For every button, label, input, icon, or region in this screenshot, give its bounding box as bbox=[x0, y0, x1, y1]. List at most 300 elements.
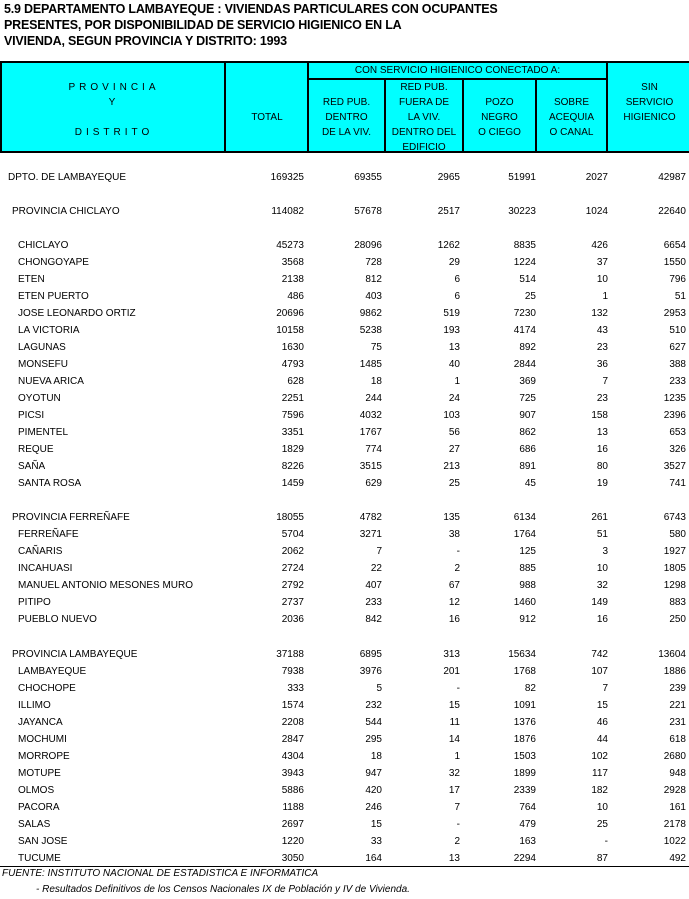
census-note: - Resultados Definitivos de los Censos Nacionales IX de Población y IV de Vivienda. bbox=[36, 884, 410, 895]
district-row bbox=[0, 288, 689, 305]
cell-red-dentro: 33 bbox=[370, 836, 382, 847]
row-label: OLMOS bbox=[18, 785, 55, 796]
cell-sin-servicio: 161 bbox=[669, 802, 686, 813]
cell-pozo: 1376 bbox=[513, 717, 536, 728]
row-label: CHONGOYAPE bbox=[18, 257, 89, 268]
cell-sin-servicio: 627 bbox=[669, 342, 686, 353]
cell-red-dentro: 403 bbox=[365, 291, 382, 302]
row-label: ETEN PUERTO bbox=[18, 291, 89, 302]
cell-acequia: 158 bbox=[591, 410, 608, 421]
cell-sin-servicio: 1235 bbox=[663, 393, 686, 404]
cell-sin-servicio: 741 bbox=[669, 478, 686, 489]
cell-red-fuera: 1 bbox=[454, 751, 460, 762]
cell-pozo: 1091 bbox=[513, 700, 536, 711]
header-red-dentro bbox=[309, 80, 384, 151]
cell-sin-servicio: 326 bbox=[669, 444, 686, 455]
cell-red-fuera: 14 bbox=[448, 734, 460, 745]
district-row bbox=[0, 560, 689, 577]
cell-red-fuera: 135 bbox=[443, 512, 460, 523]
cell-red-dentro: 18 bbox=[370, 376, 382, 387]
row-label: PROVINCIA FERREÑAFE bbox=[12, 512, 130, 523]
cell-red-fuera: 2517 bbox=[437, 206, 460, 217]
cell-sin-servicio: 948 bbox=[669, 768, 686, 779]
cell-pozo: 686 bbox=[519, 444, 536, 455]
cell-red-dentro: 420 bbox=[365, 785, 382, 796]
district-row bbox=[0, 373, 689, 390]
header-region-line-1: PROVINCIA bbox=[68, 82, 160, 93]
header-sin-line-1: SIN bbox=[641, 82, 658, 93]
cell-red-fuera: 12 bbox=[448, 597, 460, 608]
cell-pozo: 163 bbox=[519, 836, 536, 847]
district-row bbox=[0, 543, 689, 560]
district-row bbox=[0, 611, 689, 628]
cell-acequia: 3 bbox=[602, 546, 608, 557]
table-title bbox=[4, 1, 604, 49]
cell-total: 2724 bbox=[281, 563, 304, 574]
cell-total: 2036 bbox=[281, 614, 304, 625]
cell-sin-servicio: 2680 bbox=[663, 751, 686, 762]
cell-red-fuera: - bbox=[456, 819, 460, 830]
cell-total: 2847 bbox=[281, 734, 304, 745]
row-label: SAN JOSE bbox=[18, 836, 68, 847]
row-label: MOTUPE bbox=[18, 768, 61, 779]
province-row bbox=[0, 203, 689, 220]
cell-pozo: 25 bbox=[524, 291, 536, 302]
cell-acequia: 15 bbox=[596, 700, 608, 711]
cell-total: 7596 bbox=[281, 410, 304, 421]
row-label: JOSE LEONARDO ORTIZ bbox=[18, 308, 136, 319]
cell-pozo: 514 bbox=[519, 274, 536, 285]
cell-total: 3943 bbox=[281, 768, 304, 779]
cell-acequia: 117 bbox=[592, 768, 608, 779]
cell-acequia: 1024 bbox=[585, 206, 608, 217]
cell-sin-servicio: 51 bbox=[674, 291, 686, 302]
district-row bbox=[0, 254, 689, 271]
cell-acequia: 46 bbox=[596, 717, 608, 728]
district-row bbox=[0, 339, 689, 356]
cell-pozo: 479 bbox=[519, 819, 536, 830]
header-acequia bbox=[537, 80, 606, 151]
cell-acequia: 10 bbox=[596, 274, 608, 285]
cell-sin-servicio: 388 bbox=[669, 359, 686, 370]
cell-sin-servicio: 618 bbox=[669, 734, 686, 745]
cell-red-fuera: 2 bbox=[454, 836, 460, 847]
cell-red-dentro: 407 bbox=[365, 580, 382, 591]
cell-pozo: 30223 bbox=[508, 206, 536, 217]
cell-pozo: 7230 bbox=[513, 308, 536, 319]
cell-sin-servicio: 1550 bbox=[663, 257, 686, 268]
cell-sin-servicio: 13604 bbox=[658, 649, 686, 660]
cell-total: 1630 bbox=[281, 342, 304, 353]
cell-red-dentro: 28096 bbox=[354, 240, 382, 251]
cell-pozo: 51991 bbox=[508, 172, 536, 183]
table-header bbox=[0, 61, 689, 153]
cell-acequia: 742 bbox=[591, 649, 608, 660]
cell-red-dentro: 3515 bbox=[359, 461, 382, 472]
cell-pozo: 1768 bbox=[513, 666, 536, 677]
cell-red-fuera: 2965 bbox=[437, 172, 460, 183]
district-row bbox=[0, 356, 689, 373]
cell-total: 18055 bbox=[276, 512, 304, 523]
header-red-fuera-line-4: DENTRO DEL bbox=[391, 127, 457, 138]
cell-red-dentro: 75 bbox=[370, 342, 382, 353]
header-acequia-line-1: SOBRE bbox=[553, 97, 589, 108]
cell-pozo: 45 bbox=[524, 478, 536, 489]
district-row bbox=[0, 731, 689, 748]
cell-red-fuera: 67 bbox=[448, 580, 460, 591]
cell-pozo: 907 bbox=[519, 410, 536, 421]
cell-acequia: 37 bbox=[596, 257, 608, 268]
cell-acequia: 2027 bbox=[585, 172, 608, 183]
row-label: LAMBAYEQUE bbox=[18, 666, 87, 677]
header-red-dentro-line-3: DE LA VIV. bbox=[321, 127, 372, 138]
cell-acequia: 10 bbox=[596, 563, 608, 574]
row-label: REQUE bbox=[18, 444, 54, 455]
district-row bbox=[0, 594, 689, 611]
cell-pozo: 2294 bbox=[513, 853, 536, 864]
cell-sin-servicio: 2178 bbox=[663, 819, 686, 830]
district-row bbox=[0, 322, 689, 339]
row-label: DPTO. DE LAMBAYEQUE bbox=[8, 172, 126, 183]
cell-acequia: 10 bbox=[596, 802, 608, 813]
cell-sin-servicio: 6654 bbox=[663, 240, 686, 251]
cell-pozo: 725 bbox=[519, 393, 536, 404]
cell-red-dentro: 774 bbox=[365, 444, 382, 455]
row-label: PIMENTEL bbox=[18, 427, 69, 438]
cell-pozo: 8835 bbox=[513, 240, 536, 251]
row-label: PICSI bbox=[18, 410, 45, 421]
cell-red-fuera: 38 bbox=[448, 529, 460, 540]
district-row bbox=[0, 799, 689, 816]
district-row bbox=[0, 237, 689, 254]
cell-acequia: 261 bbox=[591, 512, 608, 523]
row-label: PUEBLO NUEVO bbox=[18, 614, 97, 625]
cell-red-dentro: 18 bbox=[370, 751, 382, 762]
row-label: NUEVA ARICA bbox=[18, 376, 84, 387]
cell-total: 4304 bbox=[281, 751, 304, 762]
cell-pozo: 4174 bbox=[513, 325, 536, 336]
cell-acequia: 80 bbox=[596, 461, 608, 472]
cell-pozo: 912 bbox=[519, 614, 536, 625]
cell-red-dentro: 233 bbox=[365, 597, 382, 608]
cell-total: 2138 bbox=[281, 274, 304, 285]
cell-pozo: 82 bbox=[524, 683, 536, 694]
district-row bbox=[0, 816, 689, 833]
cell-total: 114082 bbox=[271, 206, 304, 217]
cell-pozo: 988 bbox=[519, 580, 536, 591]
cell-total: 1188 bbox=[282, 802, 304, 813]
cell-pozo: 1764 bbox=[513, 529, 536, 540]
province-row bbox=[0, 646, 689, 663]
cell-total: 3568 bbox=[281, 257, 304, 268]
header-red-fuera-line-2: FUERA DE bbox=[398, 97, 449, 108]
cell-red-fuera: 16 bbox=[448, 614, 460, 625]
cell-red-fuera: 15 bbox=[448, 700, 460, 711]
table-bottom-rule bbox=[0, 866, 689, 867]
header-pozo-line-1: POZO bbox=[485, 97, 514, 108]
cell-sin-servicio: 2928 bbox=[663, 785, 686, 796]
cell-pozo: 1224 bbox=[513, 257, 536, 268]
cell-red-fuera: 1 bbox=[454, 376, 460, 387]
cell-total: 1459 bbox=[281, 478, 304, 489]
cell-sin-servicio: 239 bbox=[669, 683, 686, 694]
cell-total: 7938 bbox=[281, 666, 304, 677]
cell-sin-servicio: 1886 bbox=[663, 666, 686, 677]
cell-sin-servicio: 580 bbox=[669, 529, 686, 540]
cell-red-dentro: 69355 bbox=[354, 172, 382, 183]
cell-sin-servicio: 2953 bbox=[663, 308, 686, 319]
cell-acequia: 7 bbox=[602, 376, 608, 387]
district-row bbox=[0, 424, 689, 441]
cell-red-dentro: 5238 bbox=[359, 325, 382, 336]
cell-acequia: 25 bbox=[596, 819, 608, 830]
cell-red-dentro: 5 bbox=[376, 683, 382, 694]
row-label: TUCUME bbox=[18, 853, 61, 864]
cell-total: 169325 bbox=[270, 172, 304, 183]
cell-red-fuera: 27 bbox=[448, 444, 460, 455]
cell-total: 20696 bbox=[276, 308, 304, 319]
cell-red-fuera: 6 bbox=[454, 274, 460, 285]
district-row bbox=[0, 697, 689, 714]
cell-sin-servicio: 1298 bbox=[663, 580, 686, 591]
cell-red-dentro: 947 bbox=[365, 768, 382, 779]
cell-acequia: 23 bbox=[596, 393, 608, 404]
cell-red-fuera: 193 bbox=[443, 325, 460, 336]
cell-sin-servicio: 231 bbox=[669, 717, 686, 728]
header-red-fuera-line-5: EDIFICIO bbox=[402, 142, 446, 153]
cell-pozo: 2844 bbox=[513, 359, 536, 370]
cell-red-dentro: 244 bbox=[365, 393, 382, 404]
cell-red-dentro: 6895 bbox=[359, 649, 382, 660]
cell-total: 1829 bbox=[281, 444, 304, 455]
cell-total: 2208 bbox=[281, 717, 304, 728]
cell-red-fuera: 56 bbox=[448, 427, 460, 438]
cell-acequia: 426 bbox=[591, 240, 608, 251]
header-acequia-line-3: O CANAL bbox=[549, 127, 594, 138]
cell-sin-servicio: 492 bbox=[669, 853, 686, 864]
cell-total: 5704 bbox=[281, 529, 304, 540]
district-row bbox=[0, 475, 689, 492]
cell-red-dentro: 4032 bbox=[359, 410, 382, 421]
row-label: PITIPO bbox=[18, 597, 51, 608]
cell-acequia: 182 bbox=[591, 785, 608, 796]
header-red-dentro-line-1: RED PUB. bbox=[322, 97, 371, 108]
row-label: MORROPE bbox=[18, 751, 70, 762]
row-label: JAYANCA bbox=[18, 717, 63, 728]
district-row bbox=[0, 577, 689, 594]
district-row bbox=[0, 833, 689, 850]
cell-sin-servicio: 233 bbox=[669, 376, 686, 387]
cell-sin-servicio: 1805 bbox=[663, 563, 686, 574]
district-row bbox=[0, 850, 689, 867]
cell-red-fuera: 24 bbox=[448, 393, 460, 404]
cell-red-dentro: 544 bbox=[365, 717, 382, 728]
header-sin-line-2: SERVICIO bbox=[625, 97, 674, 108]
cell-total: 628 bbox=[287, 376, 304, 387]
cell-acequia: 7 bbox=[602, 683, 608, 694]
cell-red-fuera: 7 bbox=[454, 802, 460, 813]
row-label: SAÑA bbox=[18, 461, 46, 472]
cell-sin-servicio: 250 bbox=[669, 614, 686, 625]
cell-pozo: 1899 bbox=[513, 768, 536, 779]
cell-acequia: 132 bbox=[591, 308, 608, 319]
row-label: CAÑARIS bbox=[18, 546, 63, 557]
cell-red-fuera: 1262 bbox=[437, 240, 460, 251]
cell-total: 3351 bbox=[281, 427, 304, 438]
header-red-dentro-line-2: DENTRO bbox=[325, 112, 368, 123]
cell-sin-servicio: 42987 bbox=[658, 172, 686, 183]
cell-acequia: 19 bbox=[596, 478, 608, 489]
cell-acequia: 16 bbox=[596, 614, 608, 625]
cell-acequia: 149 bbox=[591, 597, 608, 608]
cell-acequia: 51 bbox=[596, 529, 608, 540]
district-row bbox=[0, 407, 689, 424]
district-row bbox=[0, 714, 689, 731]
header-pozo bbox=[464, 80, 535, 151]
header-total-label: TOTAL bbox=[251, 112, 283, 123]
cell-pozo: 891 bbox=[519, 461, 536, 472]
cell-acequia: 23 bbox=[596, 342, 608, 353]
cell-sin-servicio: 3527 bbox=[663, 461, 686, 472]
cell-red-dentro: 22 bbox=[370, 563, 382, 574]
cell-acequia: 107 bbox=[591, 666, 608, 677]
district-row bbox=[0, 663, 689, 680]
row-label: PROVINCIA LAMBAYEQUE bbox=[12, 649, 138, 660]
cell-red-dentro: 15 bbox=[370, 819, 382, 830]
cell-pozo: 1876 bbox=[513, 734, 536, 745]
cell-sin-servicio: 221 bbox=[669, 700, 686, 711]
cell-red-fuera: 103 bbox=[443, 410, 460, 421]
cell-sin-servicio: 6743 bbox=[663, 512, 686, 523]
department-row bbox=[0, 169, 689, 186]
cell-total: 4793 bbox=[281, 359, 304, 370]
cell-pozo: 6134 bbox=[513, 512, 536, 523]
header-pozo-line-2: NEGRO bbox=[481, 112, 518, 123]
row-label: LA VICTORIA bbox=[18, 325, 80, 336]
header-sin-line-3: HIGIENICO bbox=[623, 112, 676, 123]
header-region-line-2: Y bbox=[108, 97, 120, 108]
cell-sin-servicio: 653 bbox=[669, 427, 686, 438]
cell-red-dentro: 232 bbox=[365, 700, 382, 711]
cell-acequia: 44 bbox=[596, 734, 608, 745]
header-acequia-line-2: ACEQUIA bbox=[548, 112, 594, 123]
cell-total: 2251 bbox=[281, 393, 304, 404]
cell-red-dentro: 728 bbox=[365, 257, 382, 268]
title-line-3: VIVIENDA, SEGUN PROVINCIA Y DISTRITO: 1993 bbox=[4, 34, 287, 48]
cell-red-dentro: 3271 bbox=[359, 529, 382, 540]
row-label: CHOCHOPE bbox=[18, 683, 76, 694]
district-row bbox=[0, 765, 689, 782]
cell-acequia: 102 bbox=[591, 751, 608, 762]
cell-red-fuera: 213 bbox=[443, 461, 460, 472]
header-red-fuera bbox=[386, 80, 462, 151]
cell-red-dentro: 842 bbox=[365, 614, 382, 625]
cell-pozo: 892 bbox=[519, 342, 536, 353]
cell-sin-servicio: 2396 bbox=[663, 410, 686, 421]
cell-total: 45273 bbox=[276, 240, 304, 251]
district-row bbox=[0, 526, 689, 543]
cell-red-dentro: 4782 bbox=[359, 512, 382, 523]
cell-pozo: 885 bbox=[519, 563, 536, 574]
cell-red-fuera: 13 bbox=[448, 853, 460, 864]
province-row bbox=[0, 509, 689, 526]
title-line-2: PRESENTES, POR DISPONIBILIDAD DE SERVICIO HIGIENICO EN LA bbox=[4, 18, 402, 32]
cell-red-fuera: 40 bbox=[448, 359, 460, 370]
title-line-1: 5.9 DEPARTAMENTO LAMBAYEQUE : VIVIENDAS PARTICULARES CON OCUPANTES bbox=[4, 2, 498, 16]
district-row bbox=[0, 748, 689, 765]
cell-acequia: 16 bbox=[596, 444, 608, 455]
header-group bbox=[309, 63, 606, 79]
source-note: FUENTE: INSTITUTO NACIONAL DE ESTADISTICA E INFORMATICA bbox=[2, 868, 319, 879]
row-label: MOCHUMI bbox=[18, 734, 67, 745]
cell-red-fuera: 29 bbox=[448, 257, 460, 268]
header-region bbox=[2, 63, 226, 151]
cell-pozo: 2339 bbox=[513, 785, 536, 796]
cell-total: 8226 bbox=[281, 461, 304, 472]
cell-total: 37188 bbox=[276, 649, 304, 660]
cell-red-dentro: 7 bbox=[376, 546, 382, 557]
cell-red-dentro: 812 bbox=[365, 274, 382, 285]
cell-acequia: 1 bbox=[602, 291, 608, 302]
cell-red-dentro: 57678 bbox=[354, 206, 382, 217]
cell-red-fuera: 32 bbox=[448, 768, 460, 779]
cell-total: 333 bbox=[287, 683, 304, 694]
district-row bbox=[0, 271, 689, 288]
district-row bbox=[0, 305, 689, 322]
row-label: SANTA ROSA bbox=[18, 478, 82, 489]
cell-red-fuera: 201 bbox=[443, 666, 460, 677]
cell-pozo: 1460 bbox=[513, 597, 536, 608]
cell-red-dentro: 1767 bbox=[359, 427, 382, 438]
row-label: PROVINCIA CHICLAYO bbox=[12, 206, 120, 217]
header-region-line-3: DISTRITO bbox=[74, 127, 154, 138]
cell-sin-servicio: 22640 bbox=[658, 206, 686, 217]
header-sin-servicio bbox=[608, 63, 689, 151]
cell-red-fuera: 11 bbox=[449, 717, 460, 728]
cell-pozo: 1503 bbox=[513, 751, 536, 762]
cell-red-fuera: 13 bbox=[448, 342, 460, 353]
cell-pozo: 125 bbox=[519, 546, 536, 557]
cell-pozo: 764 bbox=[519, 802, 536, 813]
header-group-label: CON SERVICIO HIGIENICO CONECTADO A: bbox=[354, 65, 561, 76]
cell-pozo: 15634 bbox=[508, 649, 536, 660]
cell-pozo: 369 bbox=[519, 376, 536, 387]
cell-acequia: 36 bbox=[596, 359, 608, 370]
cell-red-fuera: 25 bbox=[448, 478, 460, 489]
header-red-fuera-line-3: LA VIV. bbox=[407, 112, 441, 123]
cell-total: 486 bbox=[287, 291, 304, 302]
row-label: LAGUNAS bbox=[18, 342, 66, 353]
cell-total: 2697 bbox=[281, 819, 304, 830]
cell-red-fuera: 2 bbox=[454, 563, 460, 574]
cell-sin-servicio: 1927 bbox=[663, 546, 686, 557]
district-row bbox=[0, 390, 689, 407]
cell-total: 5886 bbox=[281, 785, 304, 796]
row-label: FERREÑAFE bbox=[18, 529, 79, 540]
cell-red-dentro: 246 bbox=[365, 802, 382, 813]
row-label: MONSEFU bbox=[18, 359, 68, 370]
row-label: CHICLAYO bbox=[18, 240, 69, 251]
cell-red-fuera: 313 bbox=[443, 649, 460, 660]
cell-total: 3050 bbox=[281, 853, 304, 864]
cell-sin-servicio: 883 bbox=[669, 597, 686, 608]
cell-red-fuera: 6 bbox=[454, 291, 460, 302]
cell-red-fuera: - bbox=[456, 546, 460, 557]
row-label: ETEN bbox=[18, 274, 45, 285]
cell-sin-servicio: 796 bbox=[669, 274, 686, 285]
cell-red-dentro: 629 bbox=[365, 478, 382, 489]
district-row bbox=[0, 680, 689, 697]
